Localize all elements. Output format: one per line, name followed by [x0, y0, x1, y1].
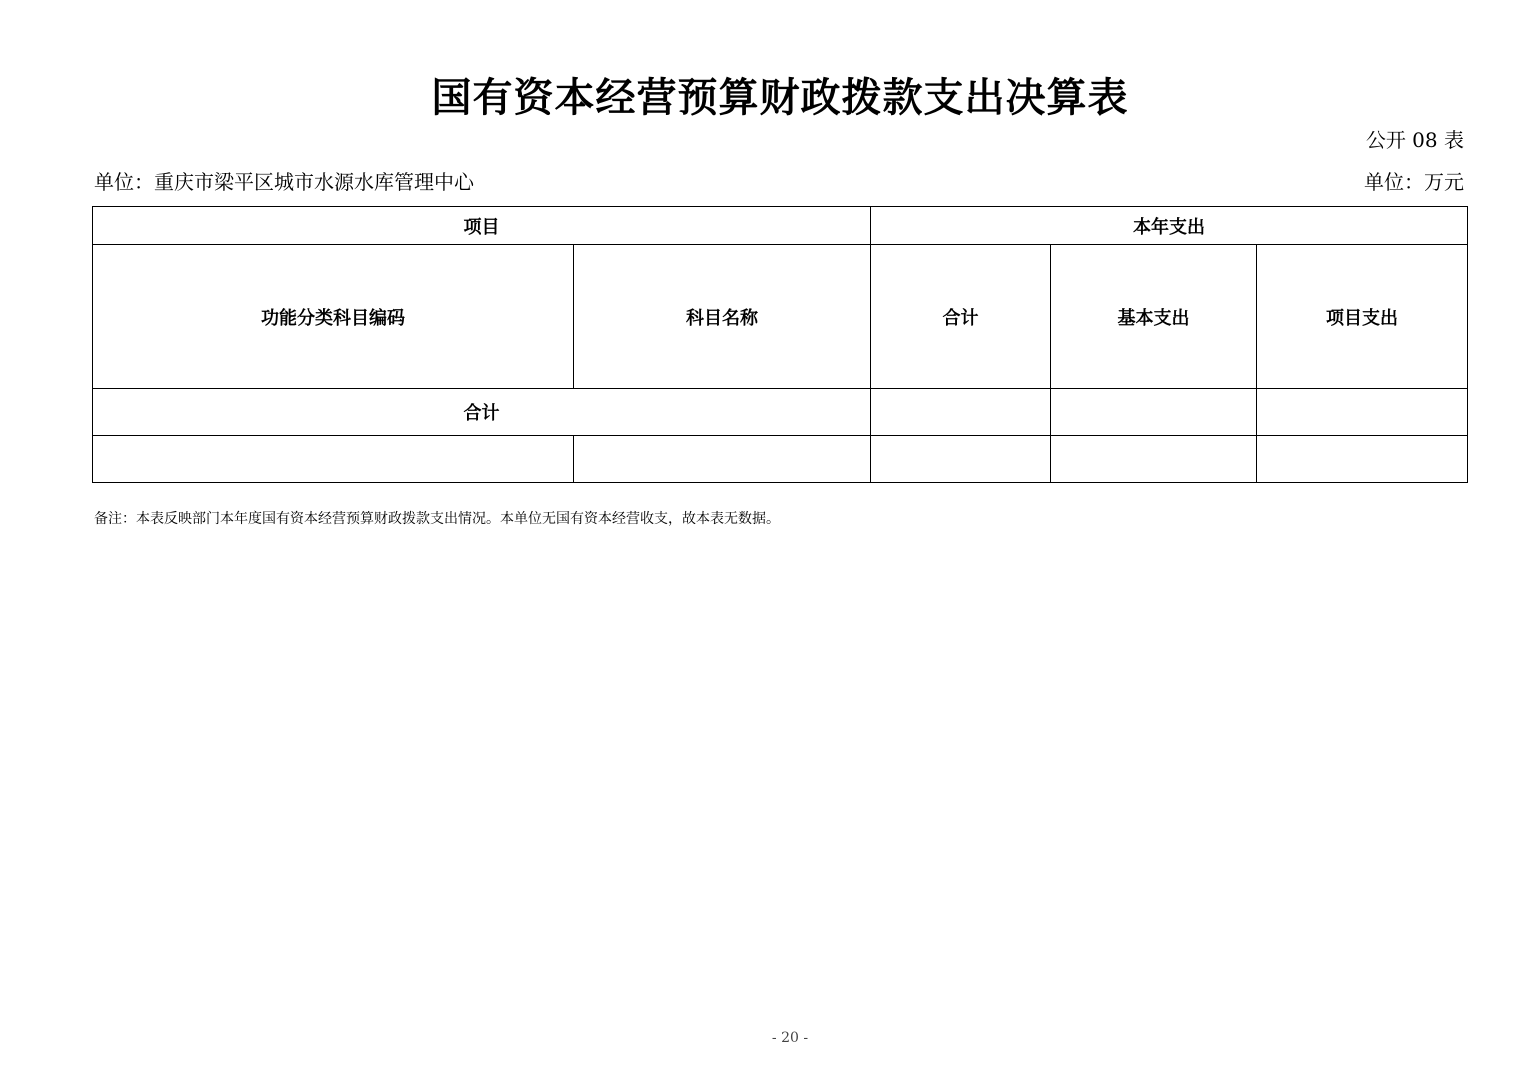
total-row-project — [1257, 389, 1468, 436]
data-row-project — [1257, 436, 1468, 483]
header-expense-group: 本年支出 — [871, 207, 1468, 245]
page-title: 国有资本经营预算财政拨款支出决算表 — [431, 75, 1129, 121]
form-number: 公开 08 表 — [1365, 128, 1464, 152]
header-basic-expense: 基本支出 — [1051, 245, 1257, 389]
table-note: 备注：本表反映部门本年度国有资本经营预算财政拨款支出情况。本单位无国有资本经营收支，故本表无数据。 — [94, 511, 780, 527]
total-row-label: 合计 — [93, 389, 871, 436]
table-row — [93, 436, 1468, 483]
header-column-row — [93, 245, 1468, 389]
currency-unit: 单位：万元 — [1364, 170, 1464, 194]
data-row-code — [93, 436, 574, 483]
total-row-basic — [1051, 389, 1257, 436]
data-row-basic — [1051, 436, 1257, 483]
header-function-code: 功能分类科目编码 — [93, 245, 574, 389]
data-row-name — [574, 436, 871, 483]
total-row — [93, 389, 1468, 436]
header-item-group: 项目 — [93, 207, 871, 245]
total-row-total — [871, 389, 1051, 436]
header-subject-name: 科目名称 — [574, 245, 871, 389]
organization-unit: 单位：重庆市梁平区城市水源水库管理中心 — [94, 170, 474, 194]
header-group-row — [93, 207, 1468, 245]
page-number: - 20 - — [771, 1030, 809, 1046]
header-project-expense: 项目支出 — [1257, 245, 1468, 389]
data-row-total — [871, 436, 1051, 483]
header-total: 合计 — [871, 245, 1051, 389]
expenditure-table — [92, 206, 1468, 483]
